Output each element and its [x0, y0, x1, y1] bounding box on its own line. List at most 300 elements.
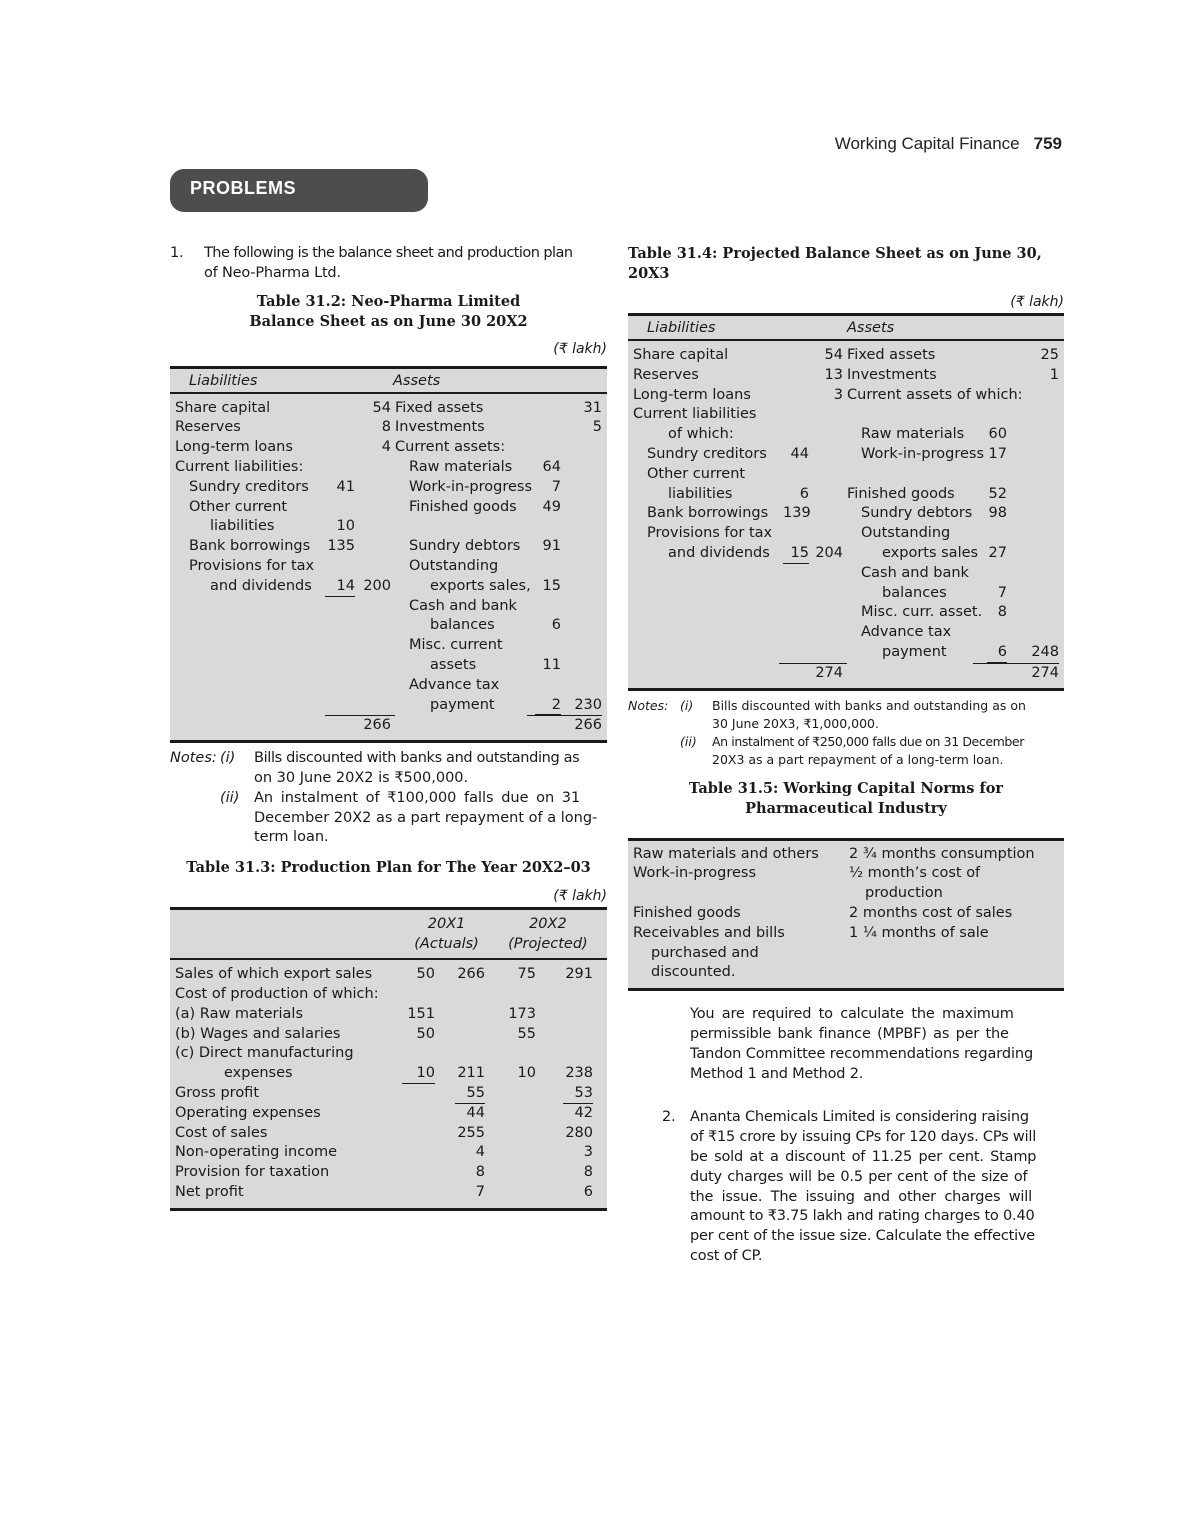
- asset-total-value: [561, 656, 602, 676]
- actual-total-value: 7: [475, 1183, 485, 1200]
- liability-label: Sundry creditors: [189, 478, 309, 495]
- asset-total-value: [561, 498, 602, 518]
- liability-label: Other current: [189, 498, 288, 515]
- asset-total-value: [1007, 524, 1059, 544]
- liability-label: Provisions for tax: [189, 557, 315, 574]
- norm-value-line: 1 ¼ months of sale: [849, 924, 989, 941]
- table-31-4-notes: [628, 697, 1064, 769]
- table-row: [175, 478, 602, 498]
- asset-item-value: [535, 676, 561, 696]
- total-assets: 266: [527, 715, 602, 735]
- table-row: [633, 346, 1059, 366]
- liability-label: Share capital: [633, 347, 729, 363]
- norm-item-line: discounted.: [651, 964, 736, 981]
- spacer: [435, 1025, 455, 1045]
- instruction-line: Method 1 and Method 2.: [690, 1065, 864, 1082]
- row-label: (a) Raw materials: [175, 1005, 303, 1022]
- problem-text-line: amount to ₹3.75 lakh and rating charges to 0.40: [690, 1208, 1035, 1225]
- asset-total-value: 31: [583, 399, 602, 416]
- projected-total-value: 6: [583, 1183, 593, 1200]
- liability-item-value: [325, 498, 355, 518]
- problem-text-line: be sold at a discount of 11.25 per cent. Stamp: [690, 1148, 1037, 1165]
- asset-total-value: [561, 438, 602, 458]
- row-label: Net profit: [175, 1183, 244, 1200]
- page-number: 759: [1033, 134, 1062, 153]
- table-row: [633, 405, 1059, 425]
- asset-total-value: [1007, 485, 1059, 505]
- table-31-2: [170, 366, 607, 744]
- liability-total-value: 4: [381, 439, 391, 456]
- spacer: [536, 1183, 563, 1203]
- asset-item-value: 7: [997, 584, 1007, 601]
- problem-text-line: of ₹15 crore by issuing CPs for 120 days. CPs will: [690, 1129, 1037, 1146]
- table-31-2-notes: [170, 749, 607, 848]
- units-label: (₹ lakh): [1010, 294, 1064, 310]
- actual-item-value: [402, 1084, 435, 1104]
- asset-total-value: [561, 537, 602, 557]
- liability-label: liabilities: [668, 485, 733, 502]
- liability-total-value: [355, 597, 395, 617]
- asset-item-value: [535, 438, 561, 458]
- note-number: (ii): [680, 733, 697, 749]
- liability-item-value: [325, 696, 355, 716]
- spacer: [536, 985, 563, 1005]
- row-label: Cost of production of which:: [175, 985, 379, 1002]
- liability-label: Current liabilities:: [175, 458, 304, 475]
- asset-label: Outstanding: [861, 525, 951, 542]
- spacer: [536, 1124, 563, 1144]
- norm-item: [633, 904, 849, 924]
- projected-item-value: [485, 1044, 536, 1064]
- liability-label: and dividends: [210, 577, 312, 594]
- norm-row: [633, 864, 1059, 904]
- asset-item-value: [535, 597, 561, 617]
- table-row: [175, 537, 602, 557]
- problem-text-line: the issue. The issuing and other charges will: [690, 1188, 1032, 1205]
- liability-total-value: [355, 656, 395, 676]
- table-row: [633, 425, 1059, 445]
- norm-value: [849, 904, 1012, 924]
- table-row: [633, 623, 1059, 643]
- liability-total-value: [355, 616, 395, 636]
- header-20x2: 20X2 (Projected): [508, 916, 588, 953]
- liability-item-value: [783, 405, 809, 425]
- liability-item-value: 10: [336, 518, 355, 535]
- asset-item-value: [535, 636, 561, 656]
- liability-label: Bank borrowings: [647, 505, 769, 522]
- table-header: [170, 369, 607, 394]
- row-label: Provision for taxation: [175, 1164, 330, 1181]
- asset-total-value: 1: [1049, 366, 1059, 383]
- spacer: [435, 1183, 455, 1203]
- liability-total-value: [355, 696, 395, 716]
- liability-item-value: [783, 386, 809, 406]
- asset-total-value: [1007, 405, 1059, 425]
- note-line: 30 June 20X3, ₹1,000,000.: [712, 715, 879, 731]
- note-line: on 30 June 20X2 is ₹500,000.: [254, 769, 469, 786]
- note-line: An instalment of ₹100,000 falls due on 31: [254, 789, 581, 806]
- note-line: Bills discounted with banks and outstanding as on: [712, 697, 1026, 713]
- liability-label: and dividends: [668, 544, 770, 561]
- projected-total-value: 238: [565, 1065, 593, 1082]
- asset-label: Cash and bank: [409, 597, 517, 614]
- table-body: [170, 394, 607, 741]
- actual-total-value: 4: [475, 1144, 485, 1161]
- asset-label: [395, 517, 535, 537]
- problem-text-line: of Neo-Pharma Ltd.: [204, 264, 341, 281]
- asset-label: [847, 405, 987, 425]
- table-31-5: [628, 838, 1064, 992]
- table-row: [175, 399, 602, 419]
- liability-label: [175, 636, 325, 656]
- liability-item-value: [783, 346, 809, 366]
- actual-total-value: [455, 1025, 485, 1045]
- asset-total-value: [1007, 544, 1059, 564]
- asset-item-value: 2: [535, 696, 561, 716]
- asset-total-value: [561, 597, 602, 617]
- instruction-line: Tandon Committee recommendations regarding: [690, 1045, 1034, 1062]
- liability-total-value: 204: [815, 544, 843, 561]
- asset-total-value: 248: [1031, 643, 1059, 660]
- liability-item-value: 44: [790, 445, 809, 462]
- table-row: [175, 498, 602, 518]
- liability-total-value: [355, 636, 395, 656]
- projected-item-value: 75: [517, 966, 536, 983]
- liability-item-value: 135: [327, 538, 355, 555]
- norm-value: [849, 924, 989, 983]
- asset-label: Misc. current: [409, 637, 503, 654]
- actual-item-value: [402, 1163, 435, 1183]
- table-row: [175, 965, 602, 985]
- asset-item-value: [535, 517, 561, 537]
- table-title-line: Table 31.2: Neo-Pharma Limited: [256, 292, 521, 310]
- notes-label: Notes:: [170, 750, 217, 767]
- projected-total-value: [563, 1005, 593, 1025]
- liability-total-value: [355, 458, 395, 478]
- asset-item-value: [987, 623, 1007, 643]
- liability-item-value: 6: [799, 485, 809, 502]
- asset-total-value: [561, 636, 602, 656]
- liability-label: Long-term loans: [633, 386, 751, 403]
- header-assets: Assets: [847, 320, 895, 336]
- spacer: [536, 1143, 563, 1163]
- asset-item-value: 91: [542, 538, 561, 555]
- row-label: Sales of which export sales: [175, 966, 373, 983]
- liability-item-value: [325, 636, 355, 656]
- table-row: [633, 485, 1059, 505]
- liability-item-value: [325, 656, 355, 676]
- problem-text-line: per cent of the issue size. Calculate the effective: [690, 1228, 1036, 1245]
- header-liabilities: Liabilities: [647, 320, 716, 336]
- projected-total-value: [563, 985, 593, 1005]
- projected-item-value: [485, 1183, 536, 1203]
- table-row: [175, 696, 602, 716]
- spacer: [435, 985, 455, 1005]
- header-liabilities: Liabilities: [189, 372, 258, 389]
- table-row: [633, 524, 1059, 544]
- liability-item-value: [325, 418, 355, 438]
- asset-label: assets: [430, 656, 477, 673]
- actual-item-value: 10: [402, 1064, 435, 1084]
- spacer: [633, 663, 779, 683]
- left-column: [170, 244, 607, 1211]
- asset-label: payment: [882, 643, 947, 660]
- problems-banner: PROBLEMS: [170, 169, 428, 212]
- table-row: [175, 1143, 602, 1163]
- spacer: [175, 715, 325, 735]
- table-row: [175, 656, 602, 676]
- norm-item: [633, 864, 849, 904]
- liability-total-value: [809, 623, 847, 643]
- asset-total-value: 5: [592, 419, 602, 436]
- table-row: [633, 366, 1059, 386]
- actual-total-value: [455, 1044, 485, 1064]
- liability-total-value: [355, 517, 395, 537]
- spacer: [435, 965, 455, 985]
- liability-total-value: [809, 504, 847, 524]
- liability-item-value: [783, 425, 809, 445]
- table-title-line: Balance Sheet as on June 30 20X2: [249, 312, 528, 330]
- asset-item-value: [987, 386, 1007, 406]
- asset-item-value: 6: [551, 617, 561, 634]
- liability-item-value: [325, 438, 355, 458]
- actual-item-value: 50: [416, 966, 435, 983]
- instruction-text: [690, 1005, 1064, 1084]
- problem-text-line: The following is the balance sheet and production plan: [204, 245, 573, 261]
- liability-total-value: 3: [833, 386, 843, 403]
- projected-item-value: 173: [508, 1005, 536, 1022]
- table-row: [175, 1064, 602, 1084]
- actual-item-value: [402, 1044, 435, 1064]
- norm-row: [633, 904, 1059, 924]
- asset-label: Sundry debtors: [409, 538, 521, 555]
- notes-label: Notes:: [628, 697, 669, 713]
- liability-item-value: [783, 603, 809, 623]
- running-title: Working Capital Finance: [834, 134, 1020, 153]
- asset-item-value: [987, 346, 1007, 366]
- note-line: 20X3 as a part repayment of a long-term loan.: [712, 751, 1004, 767]
- liability-item-value: [783, 524, 809, 544]
- spacer: [435, 1084, 455, 1104]
- asset-label: Work-in-progress: [861, 445, 984, 462]
- liability-total-value: [809, 445, 847, 465]
- problem-number: 2.: [662, 1109, 676, 1126]
- norm-value-line: ½ month’s cost of: [849, 865, 981, 882]
- table-row: [633, 603, 1059, 623]
- liability-label: Other current: [647, 465, 746, 482]
- spacer: [536, 965, 563, 985]
- asset-item-value: 52: [988, 485, 1007, 502]
- liability-total-value: [809, 425, 847, 445]
- spacer: [536, 1064, 563, 1084]
- liability-item-value: [783, 584, 809, 604]
- table-row: [633, 544, 1059, 564]
- asset-total-value: [561, 557, 602, 577]
- norm-item-line: Receivables and bills: [633, 924, 785, 941]
- table-row: [175, 597, 602, 617]
- liability-item-value: [783, 465, 809, 485]
- liability-total-value: [809, 405, 847, 425]
- problem-text-line: Ananta Chemicals Limited is considering raising: [690, 1109, 1029, 1126]
- table-row: [175, 1084, 602, 1104]
- liability-item-value: 15: [783, 544, 809, 564]
- norm-row: [633, 845, 1059, 865]
- asset-label: balances: [882, 584, 947, 601]
- spacer: [847, 663, 973, 683]
- actual-total-value: 8: [475, 1164, 485, 1181]
- liability-total-value: [809, 584, 847, 604]
- asset-item-value: 60: [988, 426, 1007, 443]
- actual-total-value: [455, 1005, 485, 1025]
- norm-item-line: purchased and: [651, 944, 759, 961]
- asset-total-value: 230: [574, 696, 602, 713]
- row-label: (c) Direct manufacturing: [175, 1045, 354, 1062]
- spacer: [435, 1104, 455, 1124]
- table-row: [175, 418, 602, 438]
- asset-label: Fixed assets: [395, 399, 484, 416]
- liability-label: of which:: [668, 426, 734, 443]
- note-number: (ii): [220, 789, 240, 806]
- table-title-line: Pharmaceutical Industry: [745, 799, 947, 817]
- note-number: (i): [220, 750, 236, 767]
- liability-total-value: 200: [363, 577, 391, 594]
- table-row: [175, 616, 602, 636]
- liability-label: Provisions for tax: [647, 525, 773, 542]
- table-row: [633, 643, 1059, 663]
- actual-item-value: [402, 1104, 435, 1124]
- projected-item-value: [485, 1143, 536, 1163]
- liability-label: [175, 616, 325, 636]
- asset-label: Current assets:: [395, 439, 506, 456]
- row-label: Operating expenses: [175, 1104, 321, 1121]
- asset-label: Sundry debtors: [861, 505, 973, 522]
- liability-total-value: [809, 485, 847, 505]
- actual-item-value: [402, 985, 435, 1005]
- asset-label: Investments: [395, 419, 485, 436]
- table-row: [633, 584, 1059, 604]
- liability-item-value: [325, 557, 355, 577]
- projected-total-value: 3: [583, 1144, 593, 1161]
- liability-label: [175, 597, 325, 617]
- total-row: [633, 663, 1059, 683]
- liability-label: Sundry creditors: [647, 445, 767, 462]
- liability-total-value: 54: [372, 399, 391, 416]
- note-line: term loan.: [254, 829, 329, 846]
- problem-text-line: cost of CP.: [690, 1247, 763, 1264]
- note-line: December 20X2 as a part repayment of a long-: [254, 809, 598, 826]
- table-31-5-title: [628, 779, 1064, 819]
- liability-label: [175, 656, 325, 676]
- norm-value-line: 2 months cost of sales: [849, 904, 1013, 921]
- liability-label: Bank borrowings: [189, 538, 311, 555]
- asset-total-value: 25: [1040, 347, 1059, 363]
- asset-label: Current assets of which:: [847, 386, 1023, 403]
- liability-item-value: 139: [783, 505, 811, 522]
- row-label: Cost of sales: [175, 1124, 268, 1141]
- table-header: [170, 910, 607, 960]
- liability-total-value: [809, 603, 847, 623]
- table-row: [175, 557, 602, 577]
- actual-total-value: 55: [455, 1084, 485, 1104]
- asset-item-value: 15: [542, 577, 561, 594]
- asset-item-value: 11: [542, 656, 561, 673]
- projected-total-value: 280: [565, 1124, 593, 1141]
- header-20x1: 20X1 (Actuals): [414, 916, 479, 953]
- asset-item-value: [987, 366, 1007, 386]
- actual-total-value: 266: [457, 966, 485, 983]
- spacer: [435, 1064, 455, 1084]
- liability-total-value: [355, 478, 395, 498]
- liability-label: Reserves: [633, 366, 699, 383]
- total-liabilities: 266: [325, 715, 395, 735]
- spacer: [536, 1104, 563, 1124]
- asset-item-value: 49: [542, 498, 561, 515]
- spacer: [536, 1084, 563, 1104]
- liability-total-value: [355, 498, 395, 518]
- table-row: [175, 1044, 602, 1064]
- norm-value-line: 2 ¾ months consumption: [849, 845, 1035, 862]
- table-31-4-title: Table 31.4: Projected Balance Sheet as on June 30, 20X3: [628, 245, 1042, 282]
- spacer: [536, 1044, 563, 1064]
- asset-total-value: [1007, 584, 1059, 604]
- table-header: [628, 316, 1064, 341]
- table-row: [175, 577, 602, 597]
- norm-item: [633, 845, 849, 865]
- projected-total-value: 42: [574, 1104, 593, 1121]
- problem-2: [662, 1108, 1064, 1266]
- liability-item-value: 41: [336, 478, 355, 495]
- projected-item-value: [485, 1084, 536, 1104]
- projected-total-value: 8: [583, 1164, 593, 1181]
- table-31-3: [170, 907, 607, 1211]
- asset-total-value: [561, 458, 602, 478]
- liability-item-value: [325, 616, 355, 636]
- table-row: [175, 458, 602, 478]
- projected-total-value: [563, 1025, 593, 1045]
- table-body: [170, 960, 607, 1208]
- asset-label: Cash and bank: [861, 564, 969, 581]
- asset-item-value: 27: [988, 544, 1007, 561]
- table-31-2-title: [170, 292, 607, 332]
- units-label: (₹ lakh): [553, 340, 607, 357]
- asset-label: Advance tax: [861, 624, 952, 641]
- norm-item-line: Work-in-progress: [633, 865, 756, 882]
- spacer: [435, 1005, 455, 1025]
- asset-label: Advance tax: [409, 676, 500, 693]
- asset-total-value: [1007, 425, 1059, 445]
- asset-item-value: [535, 399, 561, 419]
- asset-item-value: 6: [987, 643, 1007, 663]
- liability-label: [175, 696, 325, 716]
- table-row: [175, 438, 602, 458]
- asset-item-value: 7: [551, 478, 561, 495]
- liability-label: [175, 676, 325, 696]
- problem-1: [170, 244, 607, 284]
- asset-label: exports sales: [882, 544, 979, 561]
- projected-item-value: 55: [517, 1025, 536, 1042]
- actual-item-value: [402, 1143, 435, 1163]
- table-row: [633, 564, 1059, 584]
- asset-label: balances: [430, 617, 495, 634]
- actual-item-value: [402, 1183, 435, 1203]
- asset-total-value: [561, 616, 602, 636]
- norm-item-line: Finished goods: [633, 904, 741, 921]
- liability-label: Share capital: [175, 399, 271, 416]
- instruction-line: You are required to calculate the maximum: [690, 1006, 1014, 1023]
- table-row: [633, 445, 1059, 465]
- liability-label: Long-term loans: [175, 439, 293, 456]
- table-row: [175, 676, 602, 696]
